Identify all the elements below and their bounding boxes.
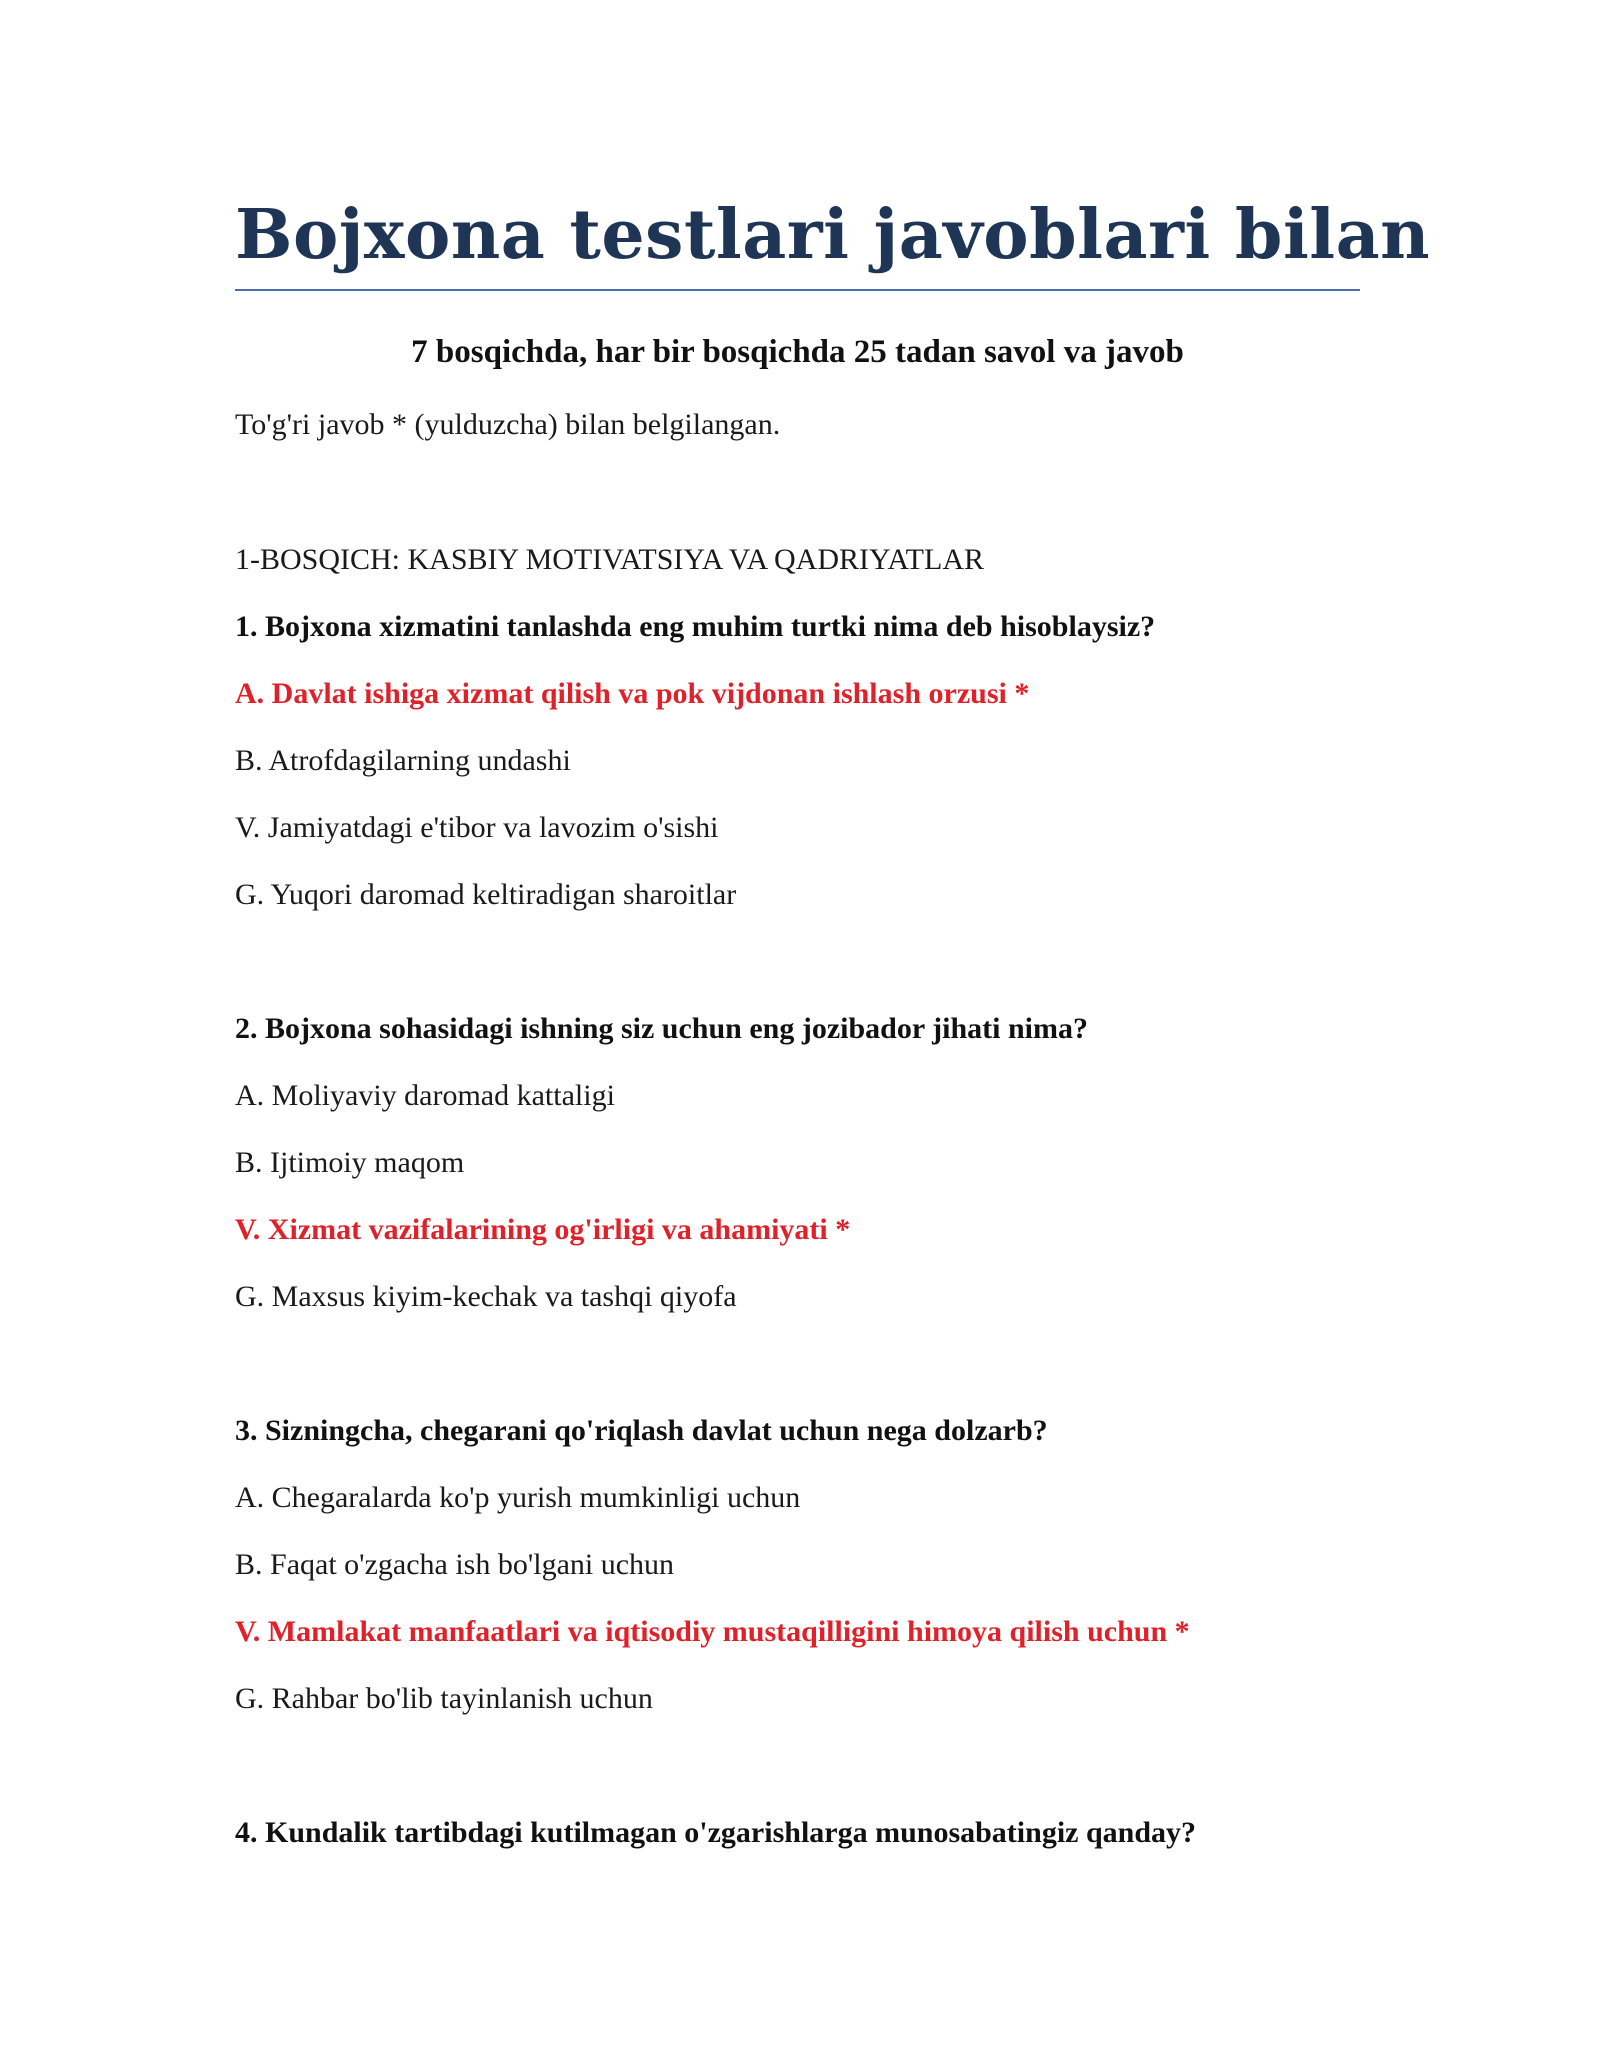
question-1-option-g: G. Yuqori daromad keltiradigan sharoitlar: [235, 878, 737, 911]
question-3: 3. Sizningcha, chegarani qo'riqlash davlat uchun nega dolzarb?: [235, 1414, 1048, 1447]
question-1: 1. Bojxona xizmatini tanlashda eng muhim turtki nima deb hisoblaysiz?: [235, 610, 1156, 643]
section-heading: 1-BOSQICH: KASBIY MOTIVATSIYA VA QADRIYATLAR: [235, 543, 984, 576]
question-3-option-g: G. Rahbar bo'lib tayinlanish uchun: [235, 1682, 653, 1715]
answer-key-note: To'g'ri javob * (yulduzcha) bilan belgilangan.: [235, 408, 781, 441]
question-2-option-g: G. Maxsus kiyim-kechak va tashqi qiyofa: [235, 1280, 737, 1313]
question-2-option-b: B. Ijtimoiy maqom: [235, 1146, 465, 1179]
question-1-option-b: B. Atrofdagilarning undashi: [235, 744, 571, 777]
question-2-option-v-correct: V. Xizmat vazifalarining og'irligi va ahamiyati *: [235, 1213, 851, 1246]
question-3-option-b: B. Faqat o'zgacha ish bo'lgani uchun: [235, 1548, 675, 1581]
question-4: 4. Kundalik tartibdagi kutilmagan o'zgarishlarga munosabatingiz qanday?: [235, 1816, 1197, 1849]
document-subtitle: 7 bosqichda, har bir bosqichda 25 tadan savol va javob: [411, 334, 1184, 370]
question-2-option-a: A. Moliyaviy daromad kattaligi: [235, 1079, 615, 1112]
question-3-option-v-correct: V. Mamlakat manfaatlari va iqtisodiy mustaqilligini himoya qilish uchun *: [235, 1615, 1190, 1648]
document-title: Bojxona testlari javoblari bilan: [235, 195, 1431, 275]
question-2: 2. Bojxona sohasidagi ishning siz uchun eng jozibador jihati nima?: [235, 1012, 1088, 1045]
title-underline: [235, 289, 1360, 291]
question-1-option-a-correct: A. Davlat ishiga xizmat qilish va pok vijdonan ishlash orzusi *: [235, 677, 1030, 710]
question-3-option-a: A. Chegaralarda ko'p yurish mumkinligi uchun: [235, 1481, 801, 1514]
question-1-option-v: V. Jamiyatdagi e'tibor va lavozim o'sishi: [235, 811, 719, 844]
